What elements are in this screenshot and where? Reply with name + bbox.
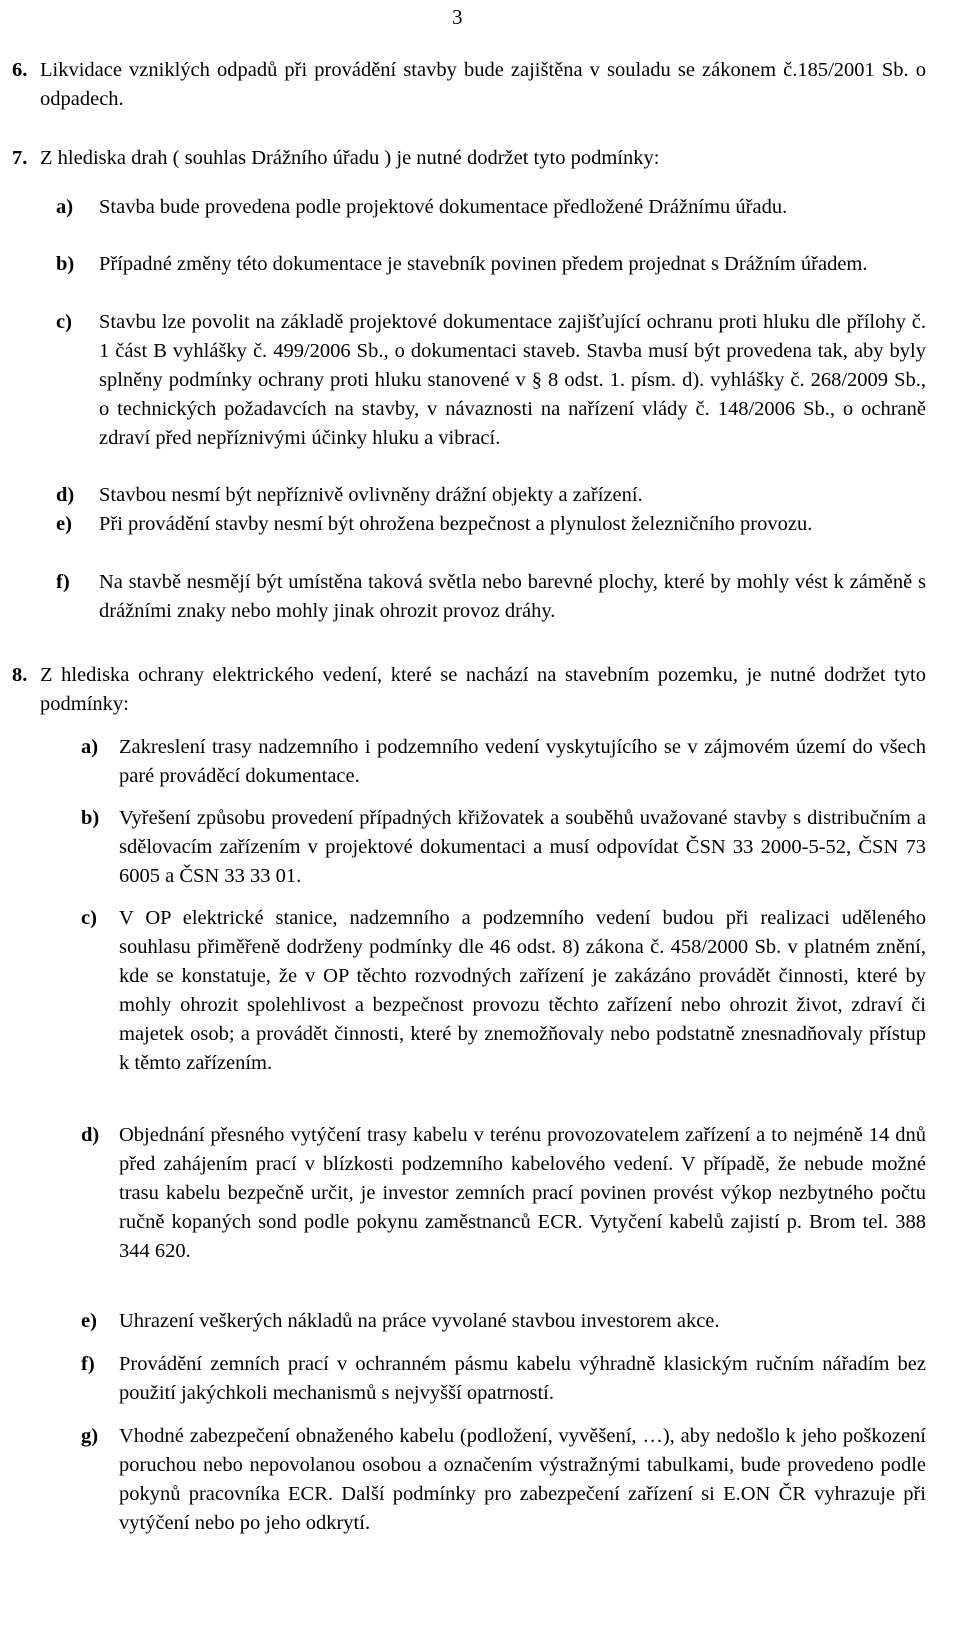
item-text: Objednání přesného vytýčení trasy kabelu v terénu provozovatelem zařízení a to nejméně 14 dnů před zahájením prací v blízkosti podzemního kabelového vedení. V případě, že nebude možné trasu kabelu bezpečně určit, je investor zemních prací povinen provést výkop nezbytného počtu ručně kopaných sond podle pokynu zaměstnanců ECR. Vytyčení kabelů zajistí p. Brom tel. 388 344 620. [119,1124,926,1262]
item-label: b) [56,253,75,275]
section-intro: Z hlediska drah ( souhlas Drážního úřadu ) je nutné dodržet tyto podmínky: [40,147,660,169]
item-label: d) [81,1124,100,1146]
section-7-item-c [56,308,926,453]
item-text: Vhodné zabezpečení obnaženého kabelu (podložení, vyvěšení, …), aby nedošlo k jeho poškození poruchou nebo nepovolanou osobou a označením výstražnými tabulkami, bude provedeno podle pokynů pracovníka ECR. Další podmínky pro zabezpečení zařízení si E.ON ČR vyhrazuje při vytýčení nebo po jeho odkrytí. [119,1425,926,1534]
section-intro: Z hlediska ochrany elektrického vedení, které se nachází na stavebním pozemku, je nutné dodržet tyto podmínky: [40,664,926,715]
section-7-item-d [56,481,926,510]
section-8-item-d [81,1121,926,1266]
section-6 [12,56,926,114]
section-7 [12,144,926,173]
item-text: Stavba bude provedena podle projektové dokumentace předložené Drážnímu úřadu. [99,196,788,218]
item-label: f) [56,571,70,593]
section-8 [12,661,926,719]
section-7-item-f [56,568,926,626]
item-label: b) [81,807,100,829]
item-label: e) [56,513,72,535]
page-number: 3 [452,5,463,29]
section-8-item-a [81,733,926,791]
item-label: a) [56,196,74,218]
item-label: g) [81,1425,99,1447]
section-8-item-g [81,1422,926,1538]
item-text: Stavbu lze povolit na základě projektové dokumentace zajišťující ochranu proti hluku dle přílohy č. 1 část B vyhlášky č. 499/2006 Sb., o dokumentaci staveb. Stavba musí být provedena tak, aby byly splněny podmínky ochrany proti hluku stanovené v § 8 odst. 1. písm. d). vyhlášky č. 268/2009 Sb., o technických požadavcích na stavby, v návaznosti na nařízení vlády č. 148/2006 Sb., o ochraně zdraví před nepříznivými účinky hluku a vibrací. [99,311,926,449]
section-number: 6. [12,59,28,81]
item-text: Při provádění stavby nesmí být ohrožena bezpečnost a plynulost železničního provozu. [99,513,813,535]
item-text: Případné změny této dokumentace je stavebník povinen předem projednat s Drážním úřadem. [99,253,868,275]
item-text: Zakreslení trasy nadzemního i podzemního vedení vyskytujícího se v zájmovém území do všech paré prováděcí dokumentace. [119,736,926,787]
item-label: a) [81,736,99,758]
item-label: c) [81,907,97,929]
item-label: e) [81,1310,97,1332]
section-number: 7. [12,147,28,169]
item-label: f) [81,1353,95,1375]
section-7-item-a [56,193,926,222]
item-label: c) [56,311,72,333]
section-7-item-e [56,510,926,539]
section-8-item-c [81,904,926,1078]
section-number: 8. [12,664,28,686]
section-7-item-b [56,250,926,279]
item-text: Na stavbě nesmějí být umístěna taková světla nebo barevné plochy, které by mohly vést k záměně s drážními znaky nebo mohly jinak ohrozit provoz dráhy. [99,571,926,622]
item-label: d) [56,484,75,506]
section-text: Likvidace vzniklých odpadů při provádění stavby bude zajištěna v souladu se zákonem č.185/2001 Sb. o odpadech. [40,59,926,110]
item-text: Vyřešení způsobu provedení případných křižovatek a souběhů uvažované stavby s distribučním a sdělovacím zařízením v projektové dokumentaci a musí odpovídat ČSN 33 2000-5-52, ČSN 73 6005 a ČSN 33 33 01. [119,807,926,887]
item-text: Stavbou nesmí být nepříznivě ovlivněny drážní objekty a zařízení. [99,484,643,506]
section-8-item-f [81,1350,926,1408]
item-text: Uhrazení veškerých nákladů na práce vyvolané stavbou investorem akce. [119,1310,720,1332]
item-text: Provádění zemních prací v ochranném pásmu kabelu výhradně klasickým ručním nářadím bez použití jakýchkoli mechanismů s nejvyšší opatrností. [119,1353,926,1404]
section-8-item-b [81,804,926,891]
item-text: V OP elektrické stanice, nadzemního a podzemního vedení budou při realizaci uděleného souhlasu přiměřeně dodrženy podmínky dle 46 odst. 8) zákona č. 458/2000 Sb. v platném znění, kde se konstatuje, že v OP těchto rozvodných zařízení je zakázáno provádět činnosti, které by mohly ohrozit spolehlivost a bezpečnost provozu těchto zařízení nebo ohrozit život, zdraví či majetek osob; a provádět činnosti, které by znemožňovaly nebo podstatně znesnadňovaly přístup k těmto zařízením. [119,907,926,1074]
section-8-item-e [81,1307,926,1336]
